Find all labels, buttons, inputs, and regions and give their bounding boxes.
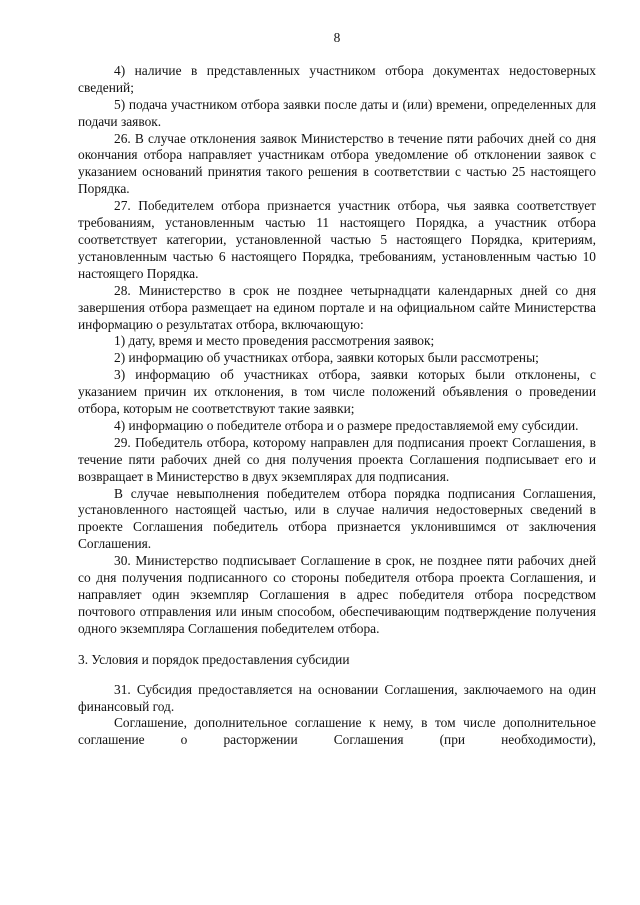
paragraph-27: 27. Победителем отбора признается участник отбора, чья заявка соответствует требованиям, установленным частью 11 настоящего Порядка, а участник отбора соответствует категории, установленной частью 5 настоящего Порядка, критериям, установленным частью 6 настоящего Порядка, требованиям, установленным частью 10 настоящего Порядка. [78, 198, 596, 281]
section-heading: 3. Условия и порядок предоставления субсидии [78, 651, 350, 667]
paragraph-28-item-3: 3) информацию об участниках отбора, заявки которых были отклонены, с указанием причин их отклонения, в том числе положений объявления о проведении отбора, которым не соответствуют такие заявки; [78, 367, 596, 417]
paragraph-28: 28. Министерство в срок не позднее четырнадцати календарных дней со дня завершения отбора размещает на едином портале и на официальном сайте Министерства информацию о результатах отбора, включающую: [78, 282, 596, 332]
paragraph-item-5: 5) подача участником отбора заявки после даты и (или) времени, определенных для подачи заявок. [78, 96, 596, 129]
paragraph-29-refusal: В случае невыполнения победителем отбора порядка подписания Соглашения, установленного настоящей частью, или в случае наличия недостоверных сведений в проекте Соглашения победитель отбора признается уклонившимся от заключения Соглашения. [78, 485, 596, 552]
paragraph-28-item-1: 1) дату, время и место проведения рассмотрения заявок; [114, 333, 435, 349]
paragraph-item-4: 4) наличие в представленных участником отбора документах недостоверных сведений; [78, 62, 596, 95]
paragraph-31: 31. Субсидия предоставляется на основании Соглашения, заключаемого на один финансовый год. [78, 681, 596, 714]
page-number: 8 [333, 30, 341, 45]
paragraph-agreement: Соглашение, дополнительное соглашение к нему, в том числе дополнительное соглашение о расторжении Соглашения (при необходимости), [78, 715, 596, 748]
paragraph-29: 29. Победитель отбора, которому направлен для подписания проект Соглашения, в течение пяти рабочих дней со дня получения проекта Соглашения подписывает его и возвращает в Министерство в двух экземплярах для подписания. [78, 434, 596, 484]
paragraph-30: 30. Министерство подписывает Соглашение в срок, не позднее пяти рабочих дней со дня получения подписанного со стороны победителя отбора проекта Соглашения, и направляет один экземпляр Соглашения в адрес победителя отбора посредством почтового отправления или иным способом, обеспечивающим подтверждение получения одного экземпляра Соглашения победителем отбора. [78, 553, 596, 636]
paragraph-28-item-2: 2) информацию об участниках отбора, заявки которых были рассмотрены; [114, 350, 539, 366]
paragraph-28-item-4: 4) информацию о победителе отбора и о размере предоставляемой ему субсидии. [114, 417, 579, 433]
paragraph-26: 26. В случае отклонения заявок Министерство в течение пяти рабочих дней со дня окончания отбора направляет участникам отбора уведомление об отклонении заявок с указанием оснований принятия такого решения в соответствии с частью 25 настоящего Порядка. [78, 130, 596, 197]
